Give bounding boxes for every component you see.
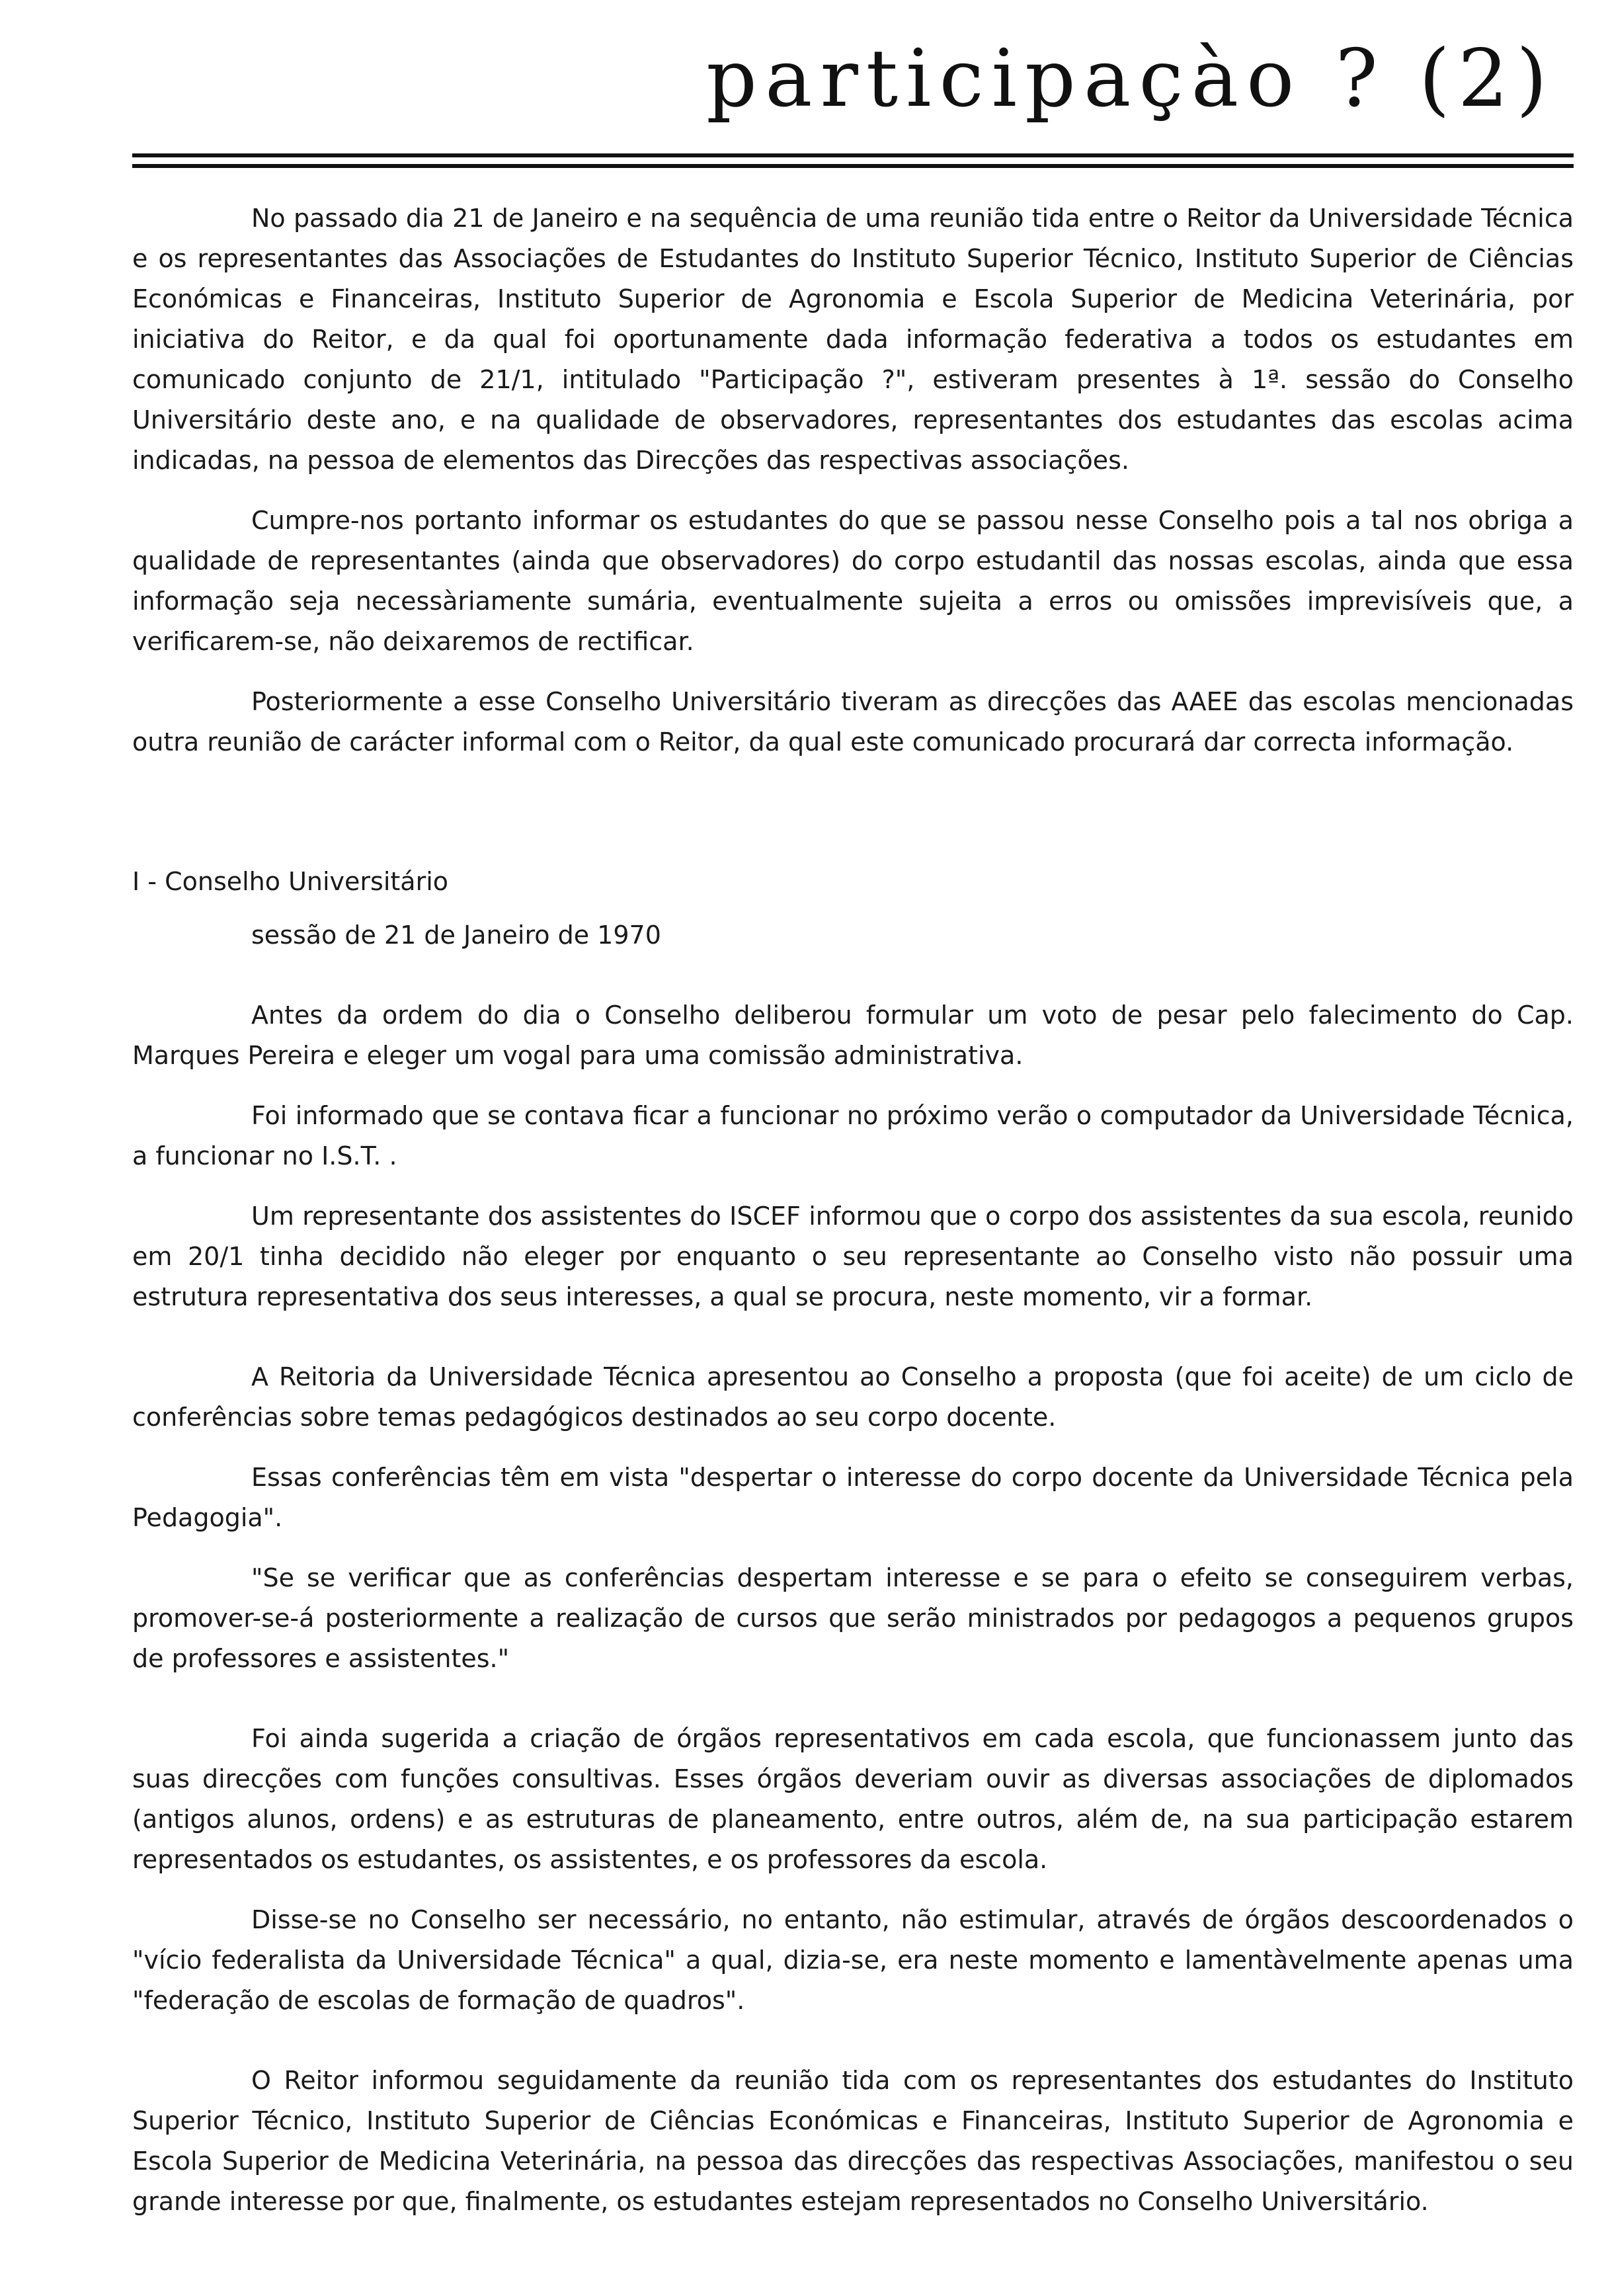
section-paragraph-2: Foi informado que se contava ficar a funcionar no próximo verão o computador da Universidade Técnica, a funcionar no I.S.T. .: [132, 1101, 1574, 1170]
section-paragraph-8: Disse-se no Conselho ser necessário, no entanto, não estimular, através de órgãos descoordenados o "vício federalista da Universidade Técnica" a qual, dizia-se, era neste momento e lamentàvelmente apenas uma "federação de escolas de formação de quadros".: [132, 1905, 1574, 2015]
section-paragraph-3: Um representante dos assistentes do ISCEF informou que o corpo dos assistentes da sua escola, reunido em 20/1 tinha decidido não eleger por enquanto o seu representante ao Conselho visto não possuir uma estrutura representativa dos seus interesses, a qual se procura, neste momento, vir a formar.: [132, 1202, 1574, 1311]
title-rule-lower: [132, 164, 1574, 168]
section-paragraph-5: Essas conferências têm em vista "despertar o interesse do corpo docente da Universidade Técnica pela Pedagogia".: [132, 1463, 1574, 1532]
intro-paragraph-2: Cumpre-nos portanto informar os estudantes do que se passou nesse Conselho pois a tal nos obriga a qualidade de representantes (ainda que observadores) do corpo estudantil das nossas escolas, ainda que essa informação seja necessàriamente sumária, eventualmente sujeita a erros ou omissões imprevisíveis que, a verificarem-se, não deixaremos de rectificar.: [132, 506, 1574, 656]
section-paragraph-9: O Reitor informou seguidamente da reunião tida com os representantes dos estudantes do Instituto Superior Técnico, Instituto Superior de Ciências Económicas e Financeiras, Instituto Superior de Agronomia e Escola Superior de Medicina Veterinária, na pessoa das direcções das respectivas Associações, manifestou o seu grande interesse por que, finalmente, os estudantes estejam representados no Conselho Universitário.: [132, 2066, 1574, 2216]
section-paragraph-1: Antes da ordem do dia o Conselho deliberou formular um voto de pesar pelo falecimento do Cap. Marques Pereira e eleger um vogal para uma comissão administrativa.: [132, 1001, 1574, 1070]
section-paragraph-6: "Se se verificar que as conferências despertam interesse e se para o efeito se conseguirem verbas, promover-se-á posteriormente a realização de cursos que serão ministrados por pedagogos a pequenos grupos de professores e assistentes.": [132, 1563, 1574, 1673]
title-rule-upper: [132, 153, 1574, 157]
section-heading: I - Conselho Universitário: [132, 867, 449, 896]
section-subheading: sessão de 21 de Janeiro de 1970: [251, 921, 661, 950]
document-body: [132, 198, 1574, 2242]
intro-paragraph-1: No passado dia 21 de Janeiro e na sequência de uma reunião tida entre o Reitor da Universidade Técnica e os representantes das Associações de Estudantes do Instituto Superior Técnico, Instituto Superior de Ciências Económicas e Financeiras, Instituto Superior de Agronomia e Escola Superior de Medicina Veterinária, por iniciativa do Reitor, e da qual foi oportunamente dada informação federativa a todos os estudantes em comunicado conjunto de 21/1, intitulado "Participação ?", estiveram presentes à 1ª. sessão do Conselho Universitário deste ano, e na qualidade de observadores, representantes dos estudantes das escolas acima indicadas, na pessoa de elementos das Direcções das respectivas associações.: [132, 204, 1574, 475]
section-paragraph-4: A Reitoria da Universidade Técnica apresentou ao Conselho a proposta (que foi aceite) de um ciclo de conferências sobre temas pedagógicos destinados ao seu corpo docente.: [132, 1362, 1574, 1432]
section-paragraph-7: Foi ainda sugerida a criação de órgãos representativos em cada escola, que funcionassem junto das suas direcções com funções consultivas. Esses órgãos deveriam ouvir as diversas associações de diplomados (antigos alunos, ordens) e as estruturas de planeamento, entre outros, além de, na sua participação estarem representados os estudantes, os assistentes, e os professores da escola.: [132, 1724, 1574, 1874]
intro-paragraph-3: Posteriormente a esse Conselho Universitário tiveram as direcções das AAEE das escolas mencionadas outra reunião de carácter informal com o Reitor, da qual este comunicado procurará dar correcta informação.: [132, 687, 1574, 757]
document-title: participaçào ? (2): [706, 33, 1555, 125]
